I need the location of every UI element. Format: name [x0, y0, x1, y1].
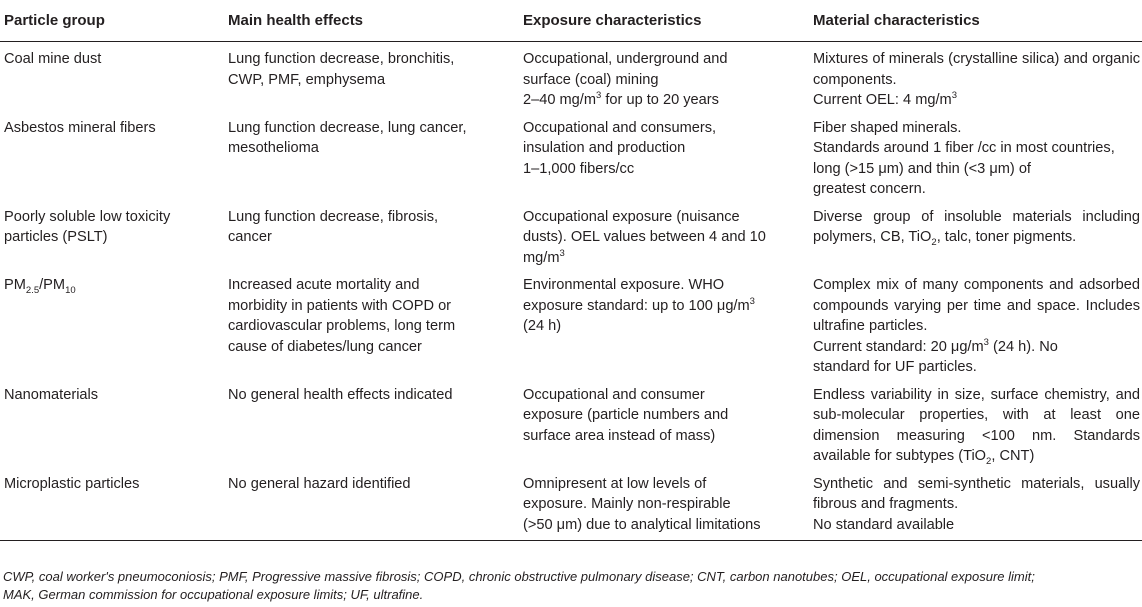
header-particle-group: Particle group	[0, 0, 224, 42]
cell-particle-group: Poorly soluble low toxicity particles (PSLT)	[4, 208, 171, 245]
table-row	[0, 467, 1142, 541]
cell-material: Complex mix of many components and adsorbed compounds varying per time and space. Includes ultrafine particles. Current standard: 20 $\mu g/m^3$ (24 h). No standard for UF particles.	[813, 277, 1140, 375]
cell-particle-group: Coal mine dust	[4, 51, 102, 67]
header-material: Material characteristics	[809, 0, 1142, 42]
table-row	[0, 42, 1142, 111]
cell-material: Fiber shaped minerals. Standards around 1 fiber /cc in most countries, long (>15 μm) and thin (<3 μm) of greatest concern.	[813, 119, 1115, 197]
cell-health-effects: Lung function decrease, fibrosis, cancer	[228, 208, 439, 245]
cell-material: Mixtures of minerals (crystalline silica) and organic components. Current OEL: 4 $mg/m^3$	[813, 51, 1140, 108]
cell-exposure: Environmental exposure. WHO exposure standard: up to 100 $\mu g/m^3$ (24 h)	[523, 277, 755, 334]
cell-health-effects: No general health effects indicated	[228, 386, 453, 403]
cell-exposure: Occupational and consumers, insulation and production 1–1,000 fibers/cc	[523, 119, 717, 177]
header-health-effects: Main health effects	[224, 0, 519, 42]
cell-material: Diverse group of insoluble materials including polymers, CB, TiO$_2$, talc, toner pigments.	[813, 208, 1140, 248]
cell-health-effects: No general hazard identified	[224, 467, 519, 541]
cell-particle-group: Nanomaterials	[4, 386, 99, 403]
cell-particle-group: Microplastic particles	[0, 467, 224, 541]
cell-exposure: Occupational exposure (nuisance dusts). OEL values between 4 and 10 $mg/m^3$	[523, 208, 766, 266]
cell-exposure: Occupational, underground and surface (coal) mining 2–40 $mg/m^3$ for up to 20 years	[523, 51, 728, 108]
cell-material: Endless variability in size, surface chemistry, and sub-molecular properties, with at least one dimension measuring <100 nm. Standards available for subtypes (TiO$_2$, CNT)	[813, 386, 1140, 467]
table-row	[0, 268, 1142, 378]
cell-exposure: Omnipresent at low levels of exposure. Mainly non-respirable (>50 μm) due to analytical limitations	[519, 467, 809, 541]
cell-health-effects: Lung function decrease, bronchitis, CWP, PMF, emphysema	[228, 51, 455, 88]
cell-health-effects: Lung function decrease, lung cancer, mesothelioma	[228, 119, 467, 156]
cell-health-effects: Increased acute mortality and morbidity in patients with COPD or cardiovascular problems, long term cause of diabetes/lung cancer	[228, 277, 456, 355]
table-footnote: CWP, coal worker's pneumoconiosis; PMF, Progressive massive fibrosis; COPD, chronic obstructive pulmonary disease; CNT, carbon nanotubes; OEL, occupational exposure limit; MAK, German commission for occupational exposure limits; UF, ultrafine.	[3, 569, 1035, 602]
table-row	[0, 111, 1142, 200]
table-row	[0, 200, 1142, 269]
table-row	[0, 378, 1142, 467]
header-exposure: Exposure characteristics	[519, 0, 809, 42]
cell-particle-group: $PM_{2.5}/PM_{10}$	[4, 277, 76, 296]
cell-particle-group: Asbestos mineral fibers	[4, 119, 156, 136]
header-row	[0, 0, 1142, 42]
cell-material: Synthetic and semi-synthetic materials, usually fibrous and fragments. No standard available	[809, 467, 1142, 541]
cell-exposure: Occupational and consumer exposure (particle numbers and surface area instead of mass)	[523, 386, 729, 444]
